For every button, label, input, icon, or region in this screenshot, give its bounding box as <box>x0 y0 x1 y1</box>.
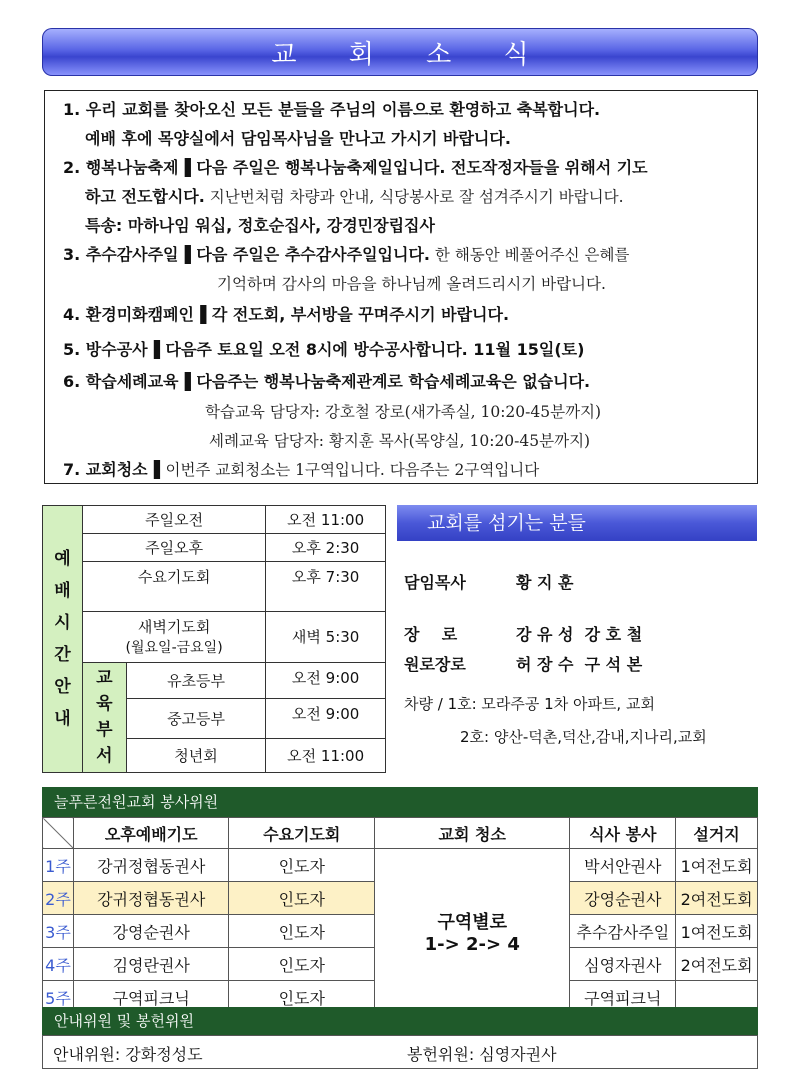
meal-cell: 구역피크닉 <box>570 981 676 1014</box>
guide-volunteer: 안내위원: 강화정성도 <box>53 1045 203 1064</box>
news-item-5-bold: 5. 방수공사▐ <box>63 340 166 359</box>
pastor-label: 담임목사 <box>404 573 466 592</box>
pray-cell: 강귀정협동권사 <box>73 849 229 882</box>
worship-time: 오후 2:30 <box>266 534 386 562</box>
vehicle-1: 차량 / 1호: 모라주공 1차 아파트, 교회 <box>404 695 655 713</box>
info-header: 안내위원 및 봉헌위원 <box>42 1007 758 1035</box>
meal-cell: 박서안권사 <box>570 849 676 882</box>
col-header: 설거지 <box>676 818 758 849</box>
page-title-banner <box>42 28 758 76</box>
side-char: 내 <box>54 709 71 729</box>
news-item-2: 2. 행복나눔축제▐ 다음 주일은 행복나눔축제일입니다. 전도작정자들을 위해서 기도 <box>63 158 648 177</box>
worship-name: 주일오전 <box>82 506 265 534</box>
cleaning-cell <box>375 849 570 1014</box>
cleaning-order: 1-> 2-> 4 <box>424 933 520 955</box>
week-cell: 5주 <box>43 981 74 1014</box>
col-header: 식사 봉사 <box>570 818 676 849</box>
worship-time: 오전 9:00 <box>266 662 386 698</box>
news-box <box>44 90 758 484</box>
week-cell: 3주 <box>43 915 74 948</box>
dish-cell: 2여전도회 <box>676 948 758 981</box>
worship-name: 새벽기도회 <box>137 618 211 637</box>
meal-cell: 심영자권사 <box>570 948 676 981</box>
side-char: 간 <box>54 645 71 665</box>
worship-time: 새벽 5:30 <box>266 612 386 662</box>
news-item-2-special: 특송: 마하나임 워십, 정호순집사, 강경민장립집사 <box>85 216 435 235</box>
news-item-5-text: 다음주 토요일 오전 8시에 방수공사합니다. 11월 15일(토) <box>165 340 585 359</box>
news-item-3-light: 한 해동안 베풀어주신 은혜를 <box>430 246 630 264</box>
news-item-1-cont: 예배 후에 목양실에서 담임목사님을 만나고 가시기 바랍니다. <box>85 129 511 148</box>
news-item-3-bold: 3. 추수감사주일▐ 다음 주일은 추수감사주일입니다. <box>63 245 430 264</box>
side-char: 시 <box>54 613 71 633</box>
col-header: 오후예배기도 <box>73 818 229 849</box>
news-item-6-learn: 학습교육 담당자: 강호철 장로(새가족실, 10:20-45분까지) <box>205 403 602 421</box>
news-item-6: 6. 학습세례교육▐ 다음주는 행복나눔축제관계로 학습세례교육은 없습니다. <box>63 372 591 391</box>
worship-schedule-table <box>42 505 386 773</box>
col-header: 교회 청소 <box>375 818 570 849</box>
senior-elder-names: 허 장 수 구 석 본 <box>516 655 643 674</box>
col-header: 수요기도회 <box>229 818 375 849</box>
pray-cell: 강귀정협동권사 <box>73 882 229 915</box>
worship-time: 오전 11:00 <box>266 506 386 534</box>
news-item-7 <box>63 457 539 480</box>
dish-cell: 2여전도회 <box>676 882 758 915</box>
edu-char: 육 <box>96 694 113 715</box>
elder-label: 장 로 <box>404 625 458 644</box>
worship-time: 오전 9:00 <box>266 698 386 738</box>
education-side-label <box>82 662 126 772</box>
pray-cell: 김영란권사 <box>73 948 229 981</box>
worship-name: 중고등부 <box>126 698 266 738</box>
volunteers-header: 늘푸른전원교회 봉사위원 <box>42 787 758 817</box>
worship-name: 유초등부 <box>126 662 266 698</box>
week-cell: 4주 <box>43 948 74 981</box>
worship-time: 오후 7:30 <box>266 562 386 612</box>
news-item-2-cont <box>85 184 624 207</box>
elder-names: 강 유 성 강 호 철 <box>516 625 643 644</box>
news-item-7-light: 이번주 교회청소는 1구역입니다. 다음주는 2구역입니다 <box>165 461 540 479</box>
wed-cell: 인도자 <box>229 948 375 981</box>
table-row <box>43 849 758 882</box>
news-item-3-cont: 기억하며 감사의 마음을 하나님께 올려드리시기 바랍니다. <box>217 275 606 293</box>
dish-cell: 1여전도회 <box>676 849 758 882</box>
servants-header: 교회를 섬기는 분들 <box>397 505 757 541</box>
week-cell: 2주 <box>43 882 74 915</box>
side-char: 배 <box>54 581 71 601</box>
wed-cell: 인도자 <box>229 849 375 882</box>
worship-name: 주일오후 <box>82 534 265 562</box>
pray-cell: 구역피크닉 <box>73 981 229 1014</box>
news-item-3 <box>63 242 629 265</box>
week-cell: 1주 <box>43 849 74 882</box>
edu-char: 부 <box>96 720 113 741</box>
side-char: 안 <box>54 677 71 697</box>
page-title: 교 회 소 식 <box>271 39 551 70</box>
volunteers-table <box>42 817 758 1014</box>
wed-cell: 인도자 <box>229 981 375 1014</box>
senior-elder-label: 원로장로 <box>404 655 466 674</box>
worship-name: 청년회 <box>126 738 266 772</box>
worship-sub: (월요일-금요일) <box>125 640 223 657</box>
side-char: 예 <box>54 549 71 569</box>
wed-cell: 인도자 <box>229 915 375 948</box>
news-item-5 <box>63 337 584 360</box>
news-item-7-bold: 7. 교회청소▐ <box>63 460 166 479</box>
news-item-1: 1. 우리 교회를 찾아오신 모든 분들을 주님의 이름으로 환영하고 축복합니다. <box>63 100 601 119</box>
meal-cell: 추수감사주일 <box>570 915 676 948</box>
cleaning-text: 구역별로 <box>437 911 508 933</box>
news-item-4: 4. 환경미화캠페인▐ 각 전도회, 부서방을 꾸며주시기 바랍니다. <box>63 305 510 324</box>
worship-time: 오전 11:00 <box>266 738 386 772</box>
edu-char: 교 <box>96 668 113 689</box>
corner-cell <box>43 818 74 849</box>
news-item-2-bold: 하고 전도합시다. <box>85 187 205 206</box>
worship-side-label <box>43 506 83 773</box>
vehicle-2: 2호: 양산-덕촌,덕산,감내,지나리,교회 <box>460 728 707 746</box>
news-item-6-baptism: 세례교육 담당자: 황지훈 목사(목양실, 10:20-45분까지) <box>209 432 591 450</box>
pray-cell: 강영순권사 <box>73 915 229 948</box>
offering-volunteer: 봉헌위원: 심영자권사 <box>407 1045 557 1064</box>
edu-char: 서 <box>96 746 113 767</box>
pastor-name: 황 지 훈 <box>516 573 574 592</box>
meal-cell: 강영순권사 <box>570 882 676 915</box>
wed-cell: 인도자 <box>229 882 375 915</box>
news-item-2-light: 지난번처럼 차량과 안내, 식당봉사로 잘 섬겨주시기 바랍니다. <box>204 188 624 206</box>
worship-name-dawn <box>82 612 265 662</box>
info-row <box>42 1035 758 1069</box>
worship-name: 수요기도회 <box>82 562 265 612</box>
dish-cell: 1여전도회 <box>676 915 758 948</box>
